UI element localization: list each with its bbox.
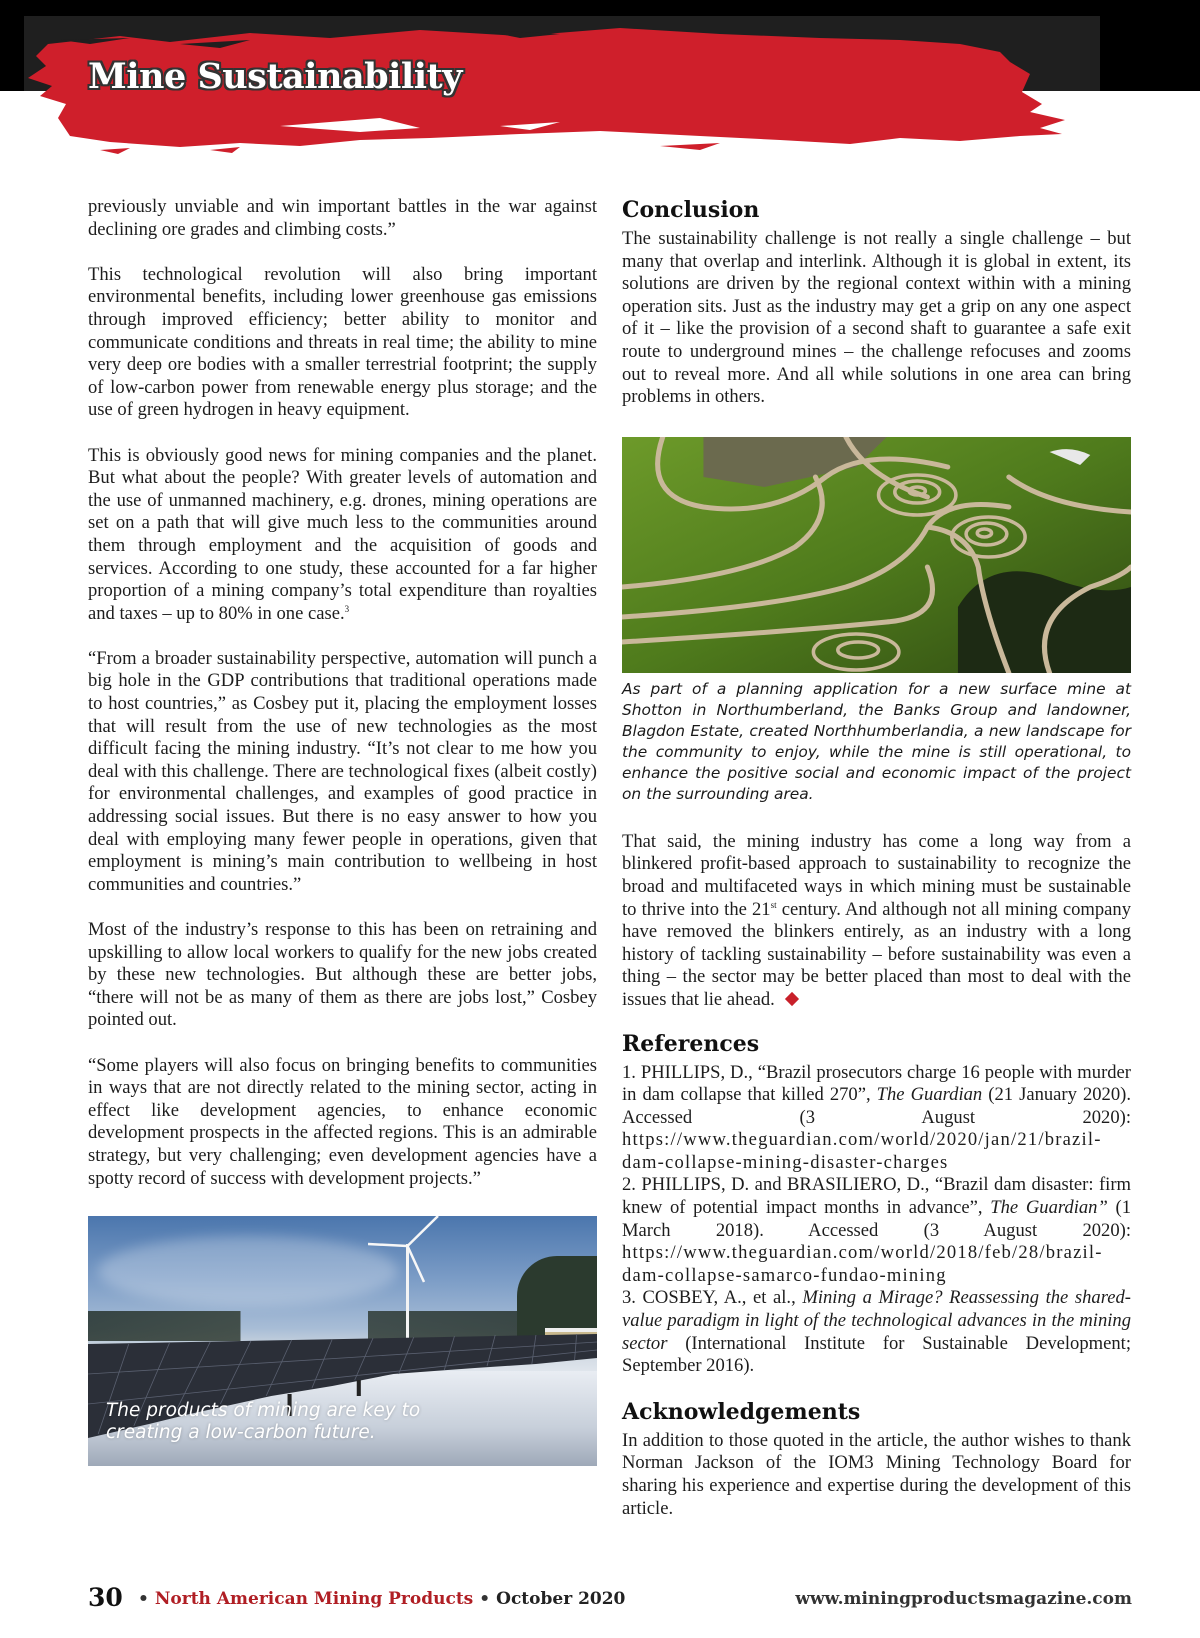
reference-link[interactable]: https://www.theguardian.com/world/2020/jan/21/brazil-dam-collapse-mining-disaster-charges bbox=[622, 1129, 1102, 1173]
body-paragraph: “From a broader sustainability perspective, automation will punch a big hole in the GDP contributions that traditional operations made to host countries,” as Cosbey put it, placing the employment losses that will result from the use of new technologies as the most difficult facing the mining industry. “It’s not clear to me how you deal with this challenge. There are technological fixes (albeit costly) for environmental challenges, and examples of good practice in addressing social issues. But there is no easy answer to how you deal with employing many fewer people in operations, given that employment is mining’s main contribution to wellbeing in host communities and countries.” bbox=[88, 647, 597, 895]
photo-caption: As part of a planning application for a new surface mine at Shotton in Northumberland, the Banks Group and landowner, Blagdon Estate, created Northhumberlandia, a new landscape for the community to enjoy, while the mine is still operational, to enhance the positive social and economic impact of the project on the surrounding area. bbox=[622, 679, 1131, 803]
reference-item: 2. PHILLIPS, D. and BRASILIERO, D., “Brazil dam disaster: firm knew of potential impact months in advance”, The Guardian” (1 March 2018). Accessed (3 August 2020): https://www.theguardian.com/world/2018/feb/28/brazil-dam-collapse-samarco-fundao-mining bbox=[622, 1174, 1131, 1286]
body-paragraph-text: This is obviously good news for mining companies and the planet. But what about the people? With greater levels of automation and the use of unmanned machinery, e.g. drones, mining operations are set on a path that will give much less to the communities around them through employment and the acquisition of goods and services. According to one study, these accounted for a far higher proportion of a mining company’s total expenditure than royalties and taxes – up to 80% in one case. bbox=[88, 444, 597, 624]
solar-farm-photo bbox=[88, 1216, 597, 1466]
reference-link[interactable]: https://www.theguardian.com/world/2018/feb/28/brazil-dam-collapse-samarco-fundao-mining bbox=[622, 1242, 1103, 1286]
body-paragraph: This technological revolution will also bring important environmental benefits, including lower greenhouse gas emissions through improved efficiency; better ability to monitor and communicate conditions and threats in real time; the ability to mine very deep ore bodies with a smaller terrestrial footprint; the supply of low-carbon power from renewable energy plus storage; and the use of green hydrogen in heavy equipment. bbox=[88, 263, 597, 421]
left-column bbox=[88, 196, 597, 1466]
bullet-separator: • bbox=[138, 1589, 149, 1609]
footer-publication-info bbox=[132, 1589, 625, 1609]
photo-caption: The products of mining are key to creating a low-carbon future. bbox=[106, 1400, 421, 1444]
body-paragraph: “Some players will also focus on bringing benefits to communities in ways that are not directly related to the mining sector, acting in effect like development agencies, to enhance economic development prospects in the affected regions. This is an admirable strategy, but very challenging; even development agencies have a spotty record of success with development projects.” bbox=[88, 1054, 597, 1189]
conclusion-paragraph: The sustainability challenge is not really a single challenge – but many that overlap and interlink. Although it is global in extent, its solutions are driven by the regional context within with a mining operation sits. Just as the industry may get a grip on any one aspect of it – like the provision of a second shaft to guarantee a safe exit route to underground mines – the challenge refocuses and zooms out to reveal more. And all while solutions in one area can bring problems in others. bbox=[622, 228, 1131, 408]
body-paragraph: Most of the industry’s response to this has been on retraining and upskilling to allow local workers to qualify for the new jobs created by these new technologies. But although these are better jobs, “there will not be as many of them as there are jobs lost,” Cosbey pointed out. bbox=[88, 919, 597, 1031]
page-footer bbox=[88, 1583, 1132, 1613]
references-list bbox=[622, 1062, 1131, 1378]
acknowledgements-heading: Acknowledgements bbox=[622, 1398, 861, 1425]
reference-item: 3. COSBEY, A., et al., Mining a Mirage? Reassessing the shared-value paradigm in light of the technological advances in the mining sector (International Institute for Sustainable Development; September 2016). bbox=[622, 1287, 1131, 1377]
page-number: 30 bbox=[88, 1583, 123, 1612]
body-paragraph: previously unviable and win important battles in the war against declining ore grades and climbing costs.” bbox=[88, 196, 597, 240]
bullet-separator: • bbox=[479, 1589, 491, 1609]
northumberlandia-photo bbox=[622, 437, 1131, 673]
magazine-name: North American Mining Products bbox=[154, 1589, 474, 1609]
right-column bbox=[622, 196, 1131, 1520]
references-heading: References bbox=[622, 1030, 760, 1057]
footnote-reference[interactable]: 3 bbox=[344, 603, 350, 614]
landscape-graphic bbox=[622, 437, 1131, 673]
issue-date: October 2020 bbox=[496, 1589, 626, 1609]
body-paragraph bbox=[88, 445, 597, 626]
closing-paragraph: That said, the mining industry has come a long way from a blinkered profit-based approach to sustainability to recognize the broad and multifaceted ways in which mining must be sustainable to thrive into the 21st century. And although not all mining company have removed the blinkers entirely, as an industry with a long history of tackling sustainability – before sustainability was even a thing – the sector may be better placed than most to deal with the issues that lie ahead. bbox=[622, 830, 1131, 1010]
website-link[interactable]: www.miningproductsmagazine.com bbox=[795, 1589, 1132, 1609]
reference-item: 1. PHILLIPS, D., “Brazil prosecutors charge 16 people with murder in dam collapse that killed 270”, The Guardian (21 January 2020). Accessed (3 August 2020): https://www.theguardian.com/world/2020/jan/21/brazil-dam-collapse-mining-disaster-charges bbox=[622, 1061, 1131, 1173]
conclusion-heading: Conclusion bbox=[622, 197, 760, 223]
acknowledgements-paragraph: In addition to those quoted in the article, the author wishes to thank Norman Jackson of the IOM3 Mining Technology Board for sharing his experience and expertise during the development of this article. bbox=[622, 1429, 1131, 1519]
wind-turbine-graphic bbox=[368, 1216, 448, 1346]
section-title: Mine Sustainability bbox=[88, 56, 462, 97]
end-of-article-diamond-icon bbox=[785, 992, 799, 1006]
